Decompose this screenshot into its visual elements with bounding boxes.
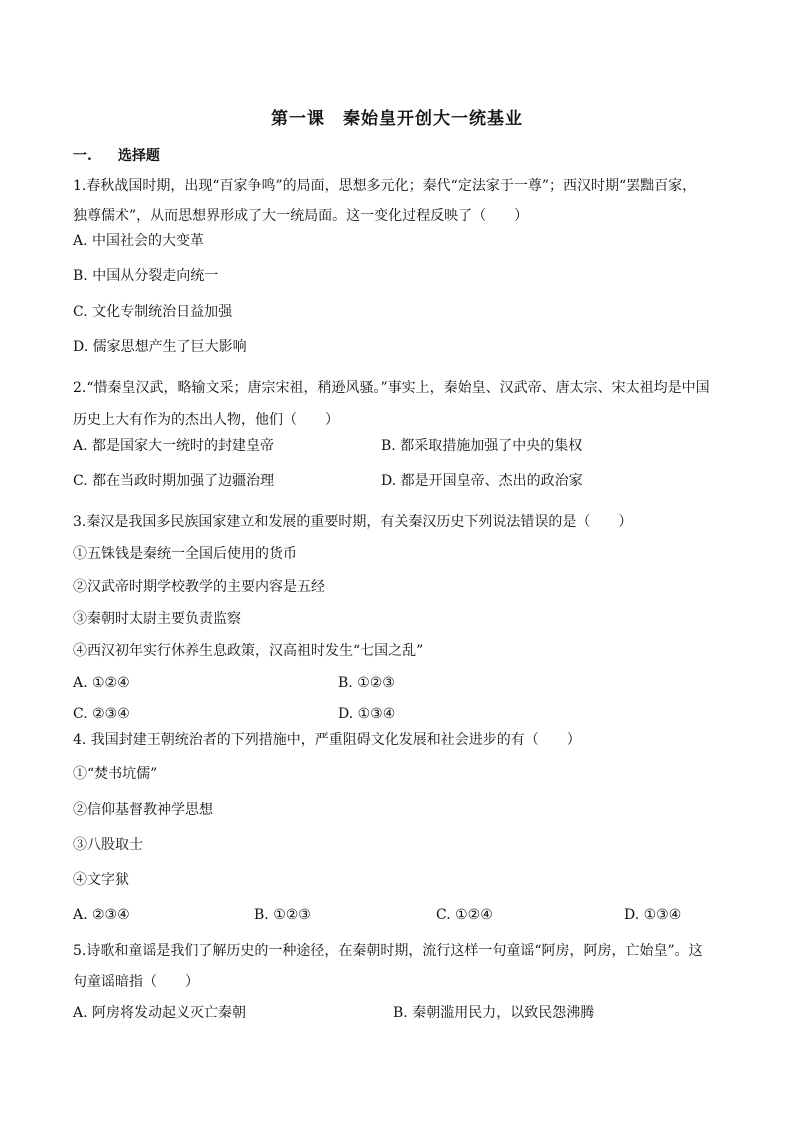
q3-item-4: ④西汉初年实行休养生息政策，汉高祖时发生“七国之乱” <box>73 643 424 659</box>
q4-option-d: D. ①③④ <box>624 907 682 923</box>
q2-option-a: A. 都是国家大一统时的封建皇帝 <box>73 438 275 454</box>
q1-option-b: B. 中国从分裂走向统一 <box>73 268 219 284</box>
q2-option-c: C. 都在当政时期加强了边疆治理 <box>73 473 275 489</box>
q3-option-a: A. ①②④ <box>73 675 130 691</box>
q4-option-b: B. ①②③ <box>254 907 311 923</box>
q4-stem: 4. 我国封建王朝统治者的下列措施中，严重阻碍文化发展和社会进步的有（ ） <box>73 732 581 748</box>
q4-option-c: C. ①②④ <box>436 907 493 923</box>
q3-option-b: B. ①②③ <box>338 675 395 691</box>
q2-stem-line-1: 2.“惜秦皇汉武，略输文采；唐宗宋祖，稍逊风骚。”事实上，秦始皇、汉武帝、唐太宗、宋太祖均是中国 <box>73 380 710 396</box>
section-heading <box>73 145 160 165</box>
q3-item-1: ①五铢钱是秦统一全国后使用的货币 <box>73 546 297 562</box>
q1-option-a: A. 中国社会的大变革 <box>73 233 205 249</box>
q5-option-b: B. 秦朝滥用民力，以致民怨沸腾 <box>393 1005 595 1021</box>
q5-stem-line-2: 句童谣暗指（ ） <box>73 974 199 990</box>
q4-item-2: ②信仰基督教神学思想 <box>73 802 213 818</box>
q3-option-c: C. ②③④ <box>73 706 130 722</box>
q4-option-a: A. ②③④ <box>73 907 130 923</box>
q4-item-1: ①“焚书坑儒” <box>73 766 158 782</box>
q5-stem-line-1: 5.诗歌和童谣是我们了解历史的一种途径，在秦朝时期，流行这样一句童谣“阿房，阿房，亡始皇”。这 <box>73 943 703 959</box>
page-title: 第一课 秦始皇开创大一统基业 <box>271 109 523 129</box>
q2-option-b: B. 都采取措施加强了中央的集权 <box>381 438 583 454</box>
q3-option-d: D. ①③④ <box>338 706 396 722</box>
q4-item-4: ④文字狱 <box>73 872 129 888</box>
section-number: 一. <box>73 148 92 164</box>
q3-item-2: ②汉武帝时期学校教学的主要内容是五经 <box>73 579 325 595</box>
q4-item-3: ③八股取士 <box>73 837 143 853</box>
q5-option-a: A. 阿房将发动起义灭亡秦朝 <box>73 1005 247 1021</box>
section-label: 选择题 <box>117 148 160 164</box>
q1-option-c: C. 文化专制统治日益加强 <box>73 304 233 320</box>
q1-option-d: D. 儒家思想产生了巨大影响 <box>73 339 247 355</box>
q3-item-3: ③秦朝时太尉主要负责监察 <box>73 611 241 627</box>
q3-stem: 3.秦汉是我国多民族国家建立和发展的重要时期，有关秦汉历史下列说法错误的是（ ） <box>73 514 633 530</box>
q2-stem-line-2: 历史上大有作为的杰出人物，他们（ ） <box>73 412 339 428</box>
q1-stem-line-1: 1.春秋战国时期，出现“百家争鸣”的局面，思想多元化；秦代“定法家于一尊”；西汉时期“罢黜百家， <box>73 178 697 194</box>
q1-stem-line-2: 独尊儒术”，从而思想界形成了大一统局面。这一变化过程反映了（ ） <box>73 208 529 224</box>
q2-option-d: D. 都是开国皇帝、杰出的政治家 <box>381 473 583 489</box>
